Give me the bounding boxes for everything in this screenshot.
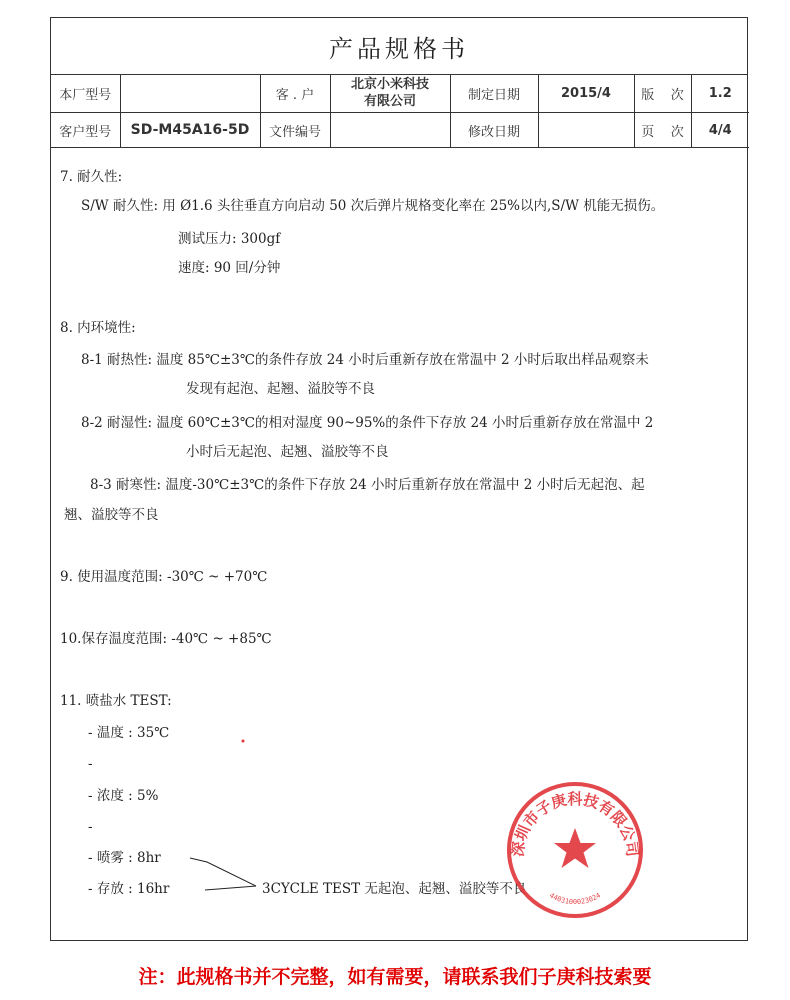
section-7-line: 测试压力: 300gf [178,231,281,247]
section-8-3-line: 8-3 耐寒性: 温度-30℃±3℃的条件下存放 24 小时后重新存放在常温中 2 小时后无起泡、起 [90,477,645,493]
salt-spray-result: 3CYCLE TEST 无起泡、起翘、溢胶等不良 [262,881,527,897]
salt-spray-item: - 浓度 : 5% [88,788,159,804]
salt-spray-item: - 存放 : 16hr [88,881,170,897]
footer-note: 注：此规格书并不完整，如有需要，请联系我们子庚科技索要 [138,966,652,988]
section-8-title: 8. 内环境性: [60,320,136,336]
customer-label: 客 . 户 [260,74,330,113]
section-8-2-line: 8-2 耐湿性: 温度 60℃±3℃的相对湿度 90~95%的条件下存放 24 小时后重新存放在常温中 2 [81,415,654,431]
section-7-title: 7. 耐久性: [60,169,123,185]
customer-model-value: SD-M45A16-5D [120,113,260,148]
section-7-line: S/W 耐久性: 用 Ø1.6 头往垂直方向启动 50 次后弹片规格变化率在 25%以内,S/W 机能无损伤。 [81,198,665,214]
customer-model-label: 客户型号 [51,113,120,148]
section-8-1-line: 8-1 耐热性: 温度 85℃±3℃的条件存放 24 小时后重新存放在常温中 2 小时后取出样品观察未 [81,352,649,368]
section-11-title: 11. 喷盐水 TEST: [60,693,172,709]
version-value: 1.2 [691,74,749,113]
section-8-3-line: 翘、溢胶等不良 [64,507,159,523]
salt-spray-item: - 喷雾 : 8hr [88,850,161,866]
document-title: 产品规格书 [51,18,747,75]
seal-number: 4403100023024 [547,891,603,907]
issue-date-label: 制定日期 [450,74,538,113]
salt-spray-item: - [88,756,93,772]
section-10: 10.保存温度范围: -40℃ ~ +85℃ [60,631,272,647]
page-value: 4/4 [691,113,749,148]
customer-value-line2: 有限公司 [363,94,416,109]
salt-spray-item: - 温度 : 35℃ [88,725,170,741]
section-8-2-line: 小时后无起泡、起翘、溢胶等不良 [186,444,389,460]
version-label: 版 次 [634,74,691,113]
page-label: 页 次 [634,113,691,148]
customer-value-line1: 北京小米科技 [350,77,429,92]
svg-text:4403100023024 [548,891,602,906]
section-7-line: 速度: 90 回/分钟 [178,260,281,276]
section-9: 9. 使用温度范围: -30℃ ~ +70℃ [60,569,268,585]
factory-model-label: 本厂型号 [51,74,120,113]
file-no-label: 文件编号 [260,113,330,148]
salt-spray-item: - [88,819,93,835]
seal-text: 深圳市子庚科技有限公司 [508,790,642,858]
section-8-1-line: 发现有起泡、起翘、溢胶等不良 [186,381,375,397]
revise-date-label: 修改日期 [450,113,538,148]
company-seal [505,780,645,920]
issue-date-value: 2015/4 [538,74,634,113]
